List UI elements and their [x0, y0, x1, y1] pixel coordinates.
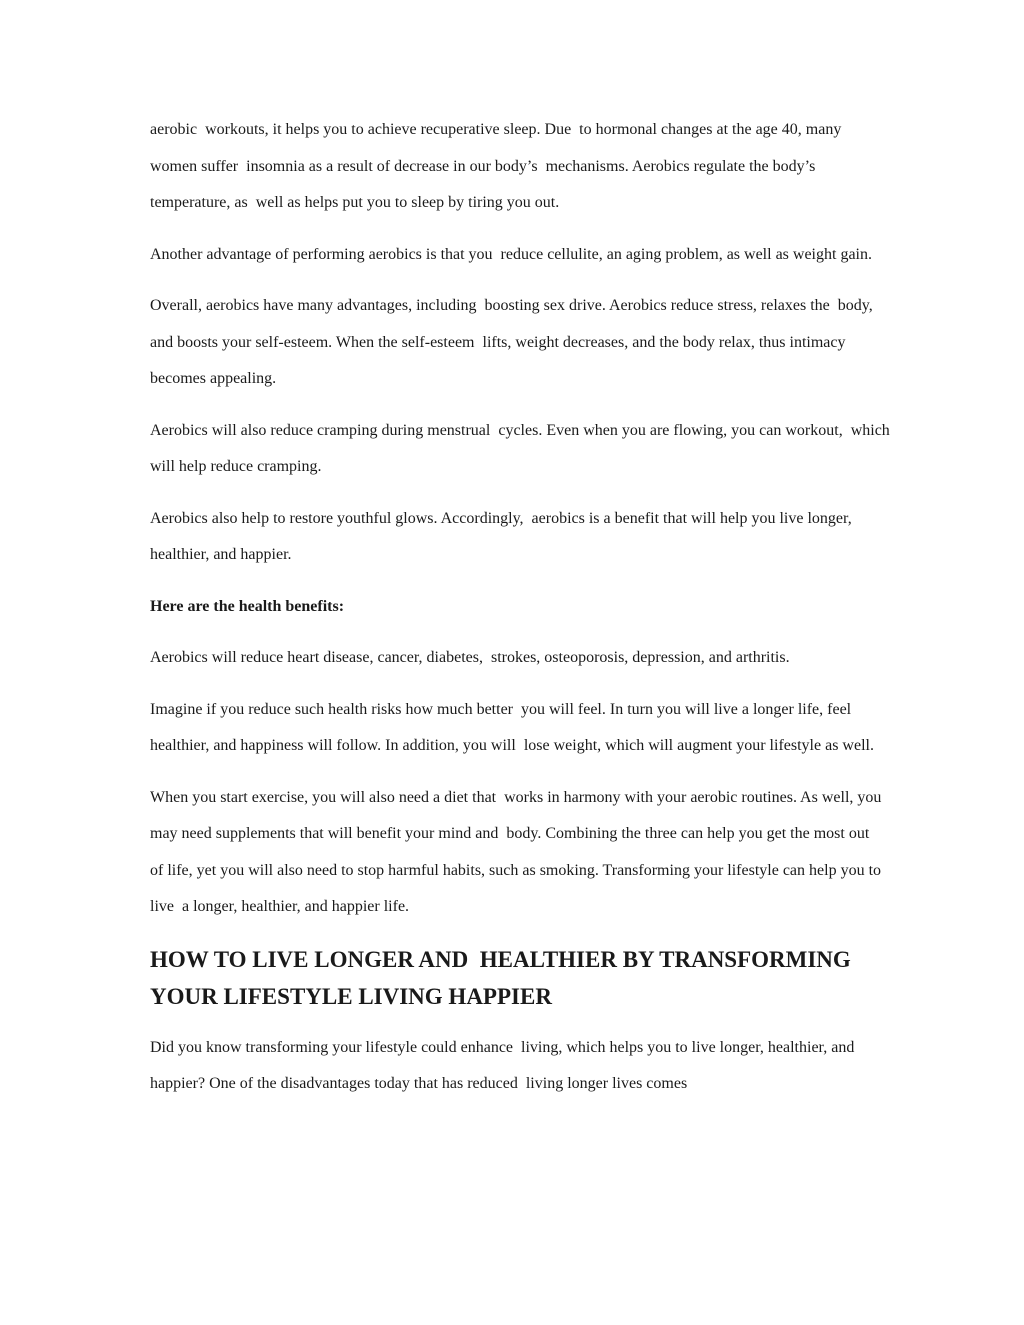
- section-heading: HOW TO LIVE LONGER AND HEALTHIER BY TRANSFORMING YOUR LIFESTYLE LIVING HAPPIER: [150, 946, 862, 1009]
- document-page: [150, 112, 894, 1118]
- paragraph-cramping: Aerobics will also reduce cramping during menstrual cycles. Even when you are flowing, you can workout, which will help reduce cramping.: [150, 421, 894, 475]
- paragraph-health-risks: Imagine if you reduce such health risks how much better you will feel. In turn you will live a longer life, feel healthier, and happiness will follow. In addition, you will lose weight, which will augment your lifestyle as well.: [150, 700, 874, 754]
- paragraph-sleep: aerobic workouts, it helps you to achieve recuperative sleep. Due to hormonal changes at the age 40, many women suffer insomnia as a result of decrease in our body’s mechanisms. Aerobics regulate the body’s temperature, as well as helps put you to sleep by tiring you out.: [150, 121, 846, 211]
- paragraph-cellulite: Another advantage of performing aerobics is that you reduce cellulite, an aging problem, as well as weight gain.: [150, 245, 872, 263]
- paragraph-sex-drive: Overall, aerobics have many advantages, including boosting sex drive. Aerobics reduce stress, relaxes the body, and boosts your self-esteem. When the self-esteem lifts, weight decreases, and the body relax, thus intimacy becomes appealing.: [150, 297, 877, 387]
- paragraph-transforming-lifestyle: Did you know transforming your lifestyle could enhance living, which helps you to live longer, healthier, and happier? One of the disadvantages today that has reduced living longer lives comes: [150, 1038, 863, 1092]
- paragraph-diet-exercise: When you start exercise, you will also need a diet that works in harmony with your aerobic routines. As well, you may need supplements that will benefit your mind and body. Combining the three can help you get the most out of life, yet you will also need to stop harmful habits, such as smoking. Transforming your lifestyle can help you to live a longer, healthier, and happier life.: [150, 788, 890, 915]
- health-benefits-subheading: Here are the health benefits:: [150, 597, 345, 615]
- paragraph-disease-reduction: Aerobics will reduce heart disease, cancer, diabetes, strokes, osteoporosis, depression, and arthritis.: [150, 649, 790, 666]
- paragraph-youthful-glow: Aerobics also help to restore youthful glows. Accordingly, aerobics is a benefit that will help you live longer, healthier, and happier.: [150, 509, 860, 563]
